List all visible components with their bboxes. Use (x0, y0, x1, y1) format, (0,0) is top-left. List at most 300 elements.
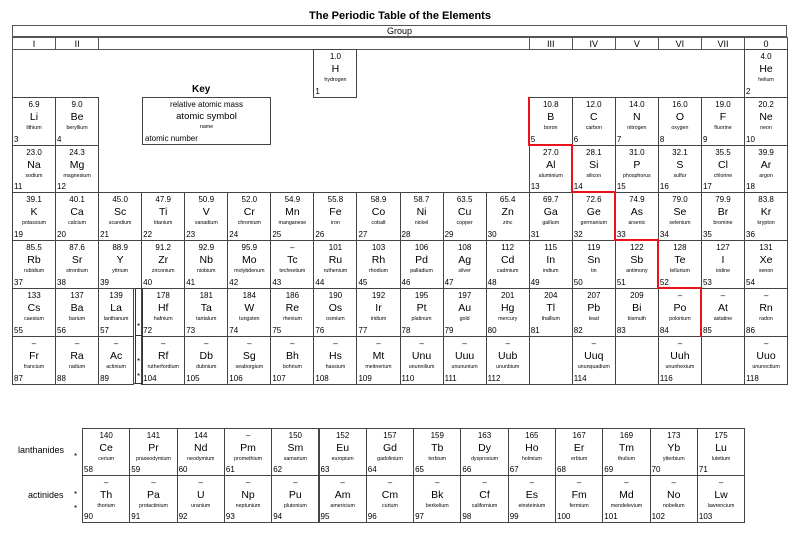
group-header: Group (12, 25, 787, 37)
element-cell (443, 336, 487, 385)
atomic-number: 114 (573, 373, 587, 383)
atomic-mass: 186 (285, 291, 300, 300)
atomic-symbol: Xe (759, 254, 773, 267)
atomic-symbol: As (630, 206, 643, 219)
atomic-number: 20 (57, 230, 66, 240)
atomic-mass: 72.6 (586, 195, 602, 205)
atomic-mass: – (160, 338, 166, 348)
element-name: bromine (713, 220, 733, 227)
atomic-symbol: Tl (546, 302, 556, 314)
atomic-symbol: Rh (371, 254, 386, 267)
element-cell (55, 145, 99, 194)
element-name: neodymium (187, 456, 215, 462)
atomic-number: 101 (604, 512, 618, 521)
element-name: lawrencium (707, 503, 735, 509)
element-name: gold (459, 316, 470, 322)
element-cell (572, 145, 616, 194)
atomic-mass: 92.9 (198, 243, 215, 253)
element-cell (744, 288, 788, 337)
element-name: dubnium (196, 363, 217, 370)
element-cell (650, 428, 698, 476)
element-name: manganese (278, 220, 307, 227)
atomic-number: 5 (530, 134, 536, 144)
atomic-number: 50 (573, 277, 583, 287)
atomic-symbol: Cr (243, 206, 255, 219)
atomic-mass: 23.0 (26, 147, 42, 157)
atomic-number: 21 (100, 230, 110, 240)
atomic-mass: 108 (457, 243, 472, 253)
element-name: hydrogen (324, 77, 347, 83)
element-cell (658, 192, 702, 241)
element-name: silicon (586, 172, 602, 179)
atomic-symbol: Es (525, 489, 538, 501)
element-cell (227, 192, 271, 241)
atomic-number: 71 (698, 465, 708, 474)
atomic-mass: – (387, 478, 393, 487)
atomic-symbol: Hs (329, 349, 342, 362)
atomic-mass: 163 (477, 431, 492, 440)
atomic-symbol: Sc (114, 206, 127, 219)
element-cell (443, 288, 487, 337)
atomic-mass: 103 (371, 243, 386, 253)
element-name: einsteinium (518, 503, 546, 509)
atomic-number: 10 (746, 134, 755, 144)
atomic-symbol: Kr (760, 206, 772, 219)
atomic-mass: – (113, 338, 119, 348)
atomic-mass: 16.0 (672, 99, 688, 109)
atomic-mass: 39.9 (758, 147, 774, 157)
atomic-symbol: Mg (69, 158, 85, 171)
element-cell (650, 475, 698, 523)
element-name: beryllium (66, 124, 88, 131)
atomic-mass: 95.9 (241, 243, 258, 253)
element-cell (615, 240, 659, 289)
atomic-mass: – (763, 338, 769, 348)
atomic-symbol: Al (546, 158, 556, 171)
atomic-symbol: C (589, 110, 598, 123)
atomic-symbol: Dy (478, 442, 491, 454)
atomic-mass: 139 (109, 291, 123, 300)
atomic-symbol: Rn (759, 302, 773, 314)
atomic-number: 63 (320, 465, 330, 474)
atomic-mass: – (74, 338, 80, 348)
divider-segment (657, 287, 702, 289)
atomic-number: 109 (358, 373, 372, 383)
atomic-symbol: Ti (159, 206, 168, 219)
atomic-number: 60 (178, 465, 188, 474)
atomic-symbol: Mt (372, 349, 385, 362)
element-name: molybdenum (234, 268, 265, 275)
element-name: hassium (325, 363, 346, 370)
atomic-symbol: Tb (431, 442, 444, 454)
atomic-mass: 39.1 (26, 195, 42, 205)
divider-segment (614, 239, 659, 241)
element-cell (12, 145, 56, 194)
atomic-symbol: Po (673, 302, 687, 314)
atomic-mass: 207 (587, 291, 601, 300)
element-name: ununbium (496, 363, 520, 370)
atomic-number: 100 (557, 512, 571, 521)
element-cell (555, 475, 603, 523)
atomic-symbol: At (718, 302, 728, 314)
atomic-mass: 40.1 (69, 195, 85, 205)
atomic-mass: – (198, 478, 203, 487)
atomic-number: 55 (14, 325, 23, 335)
atomic-number: 108 (315, 373, 329, 383)
atomic-number: 43 (272, 277, 282, 287)
key-mass: relative atomic mass (170, 100, 243, 109)
actinides-star-2: * (74, 504, 78, 513)
divider-segment (528, 97, 530, 146)
element-name: ruthenium (323, 268, 348, 275)
element-name: nobelium (662, 503, 685, 509)
atomic-mass: 87.6 (69, 243, 85, 253)
group-label: V (615, 37, 659, 50)
element-name: ununhexium (665, 363, 695, 370)
element-name: rhodium (368, 268, 389, 275)
atomic-mass: 101 (328, 243, 343, 253)
element-cell (658, 97, 702, 146)
element-name: titanium (153, 220, 173, 227)
element-cell (141, 288, 185, 337)
element-cell (701, 240, 745, 289)
element-cell (572, 240, 616, 289)
element-name: chlorine (713, 172, 733, 179)
atomic-symbol: Th (100, 489, 113, 501)
atomic-symbol: Zn (501, 206, 514, 219)
atomic-number: 96 (367, 512, 377, 521)
atomic-symbol: Uuo (756, 349, 776, 362)
key-symbol: atomic symbol (176, 111, 237, 122)
element-cell (701, 97, 745, 146)
element-cell (224, 428, 272, 476)
atomic-mass: 6.9 (28, 99, 40, 109)
atomic-mass: – (151, 478, 156, 487)
element-name: iron (331, 220, 340, 227)
atomic-symbol: Ag (458, 254, 472, 267)
atomic-symbol: Fr (29, 349, 39, 362)
element-cell (615, 145, 659, 194)
atomic-symbol: Hf (157, 302, 169, 314)
atomic-number: 6 (573, 134, 579, 144)
atomic-mass: 157 (383, 431, 397, 440)
atomic-number: 85 (702, 325, 712, 335)
atomic-number: 73 (186, 325, 196, 335)
atomic-symbol: Unu (411, 349, 432, 362)
atomic-mass: 131 (759, 243, 773, 253)
atomic-number: 116 (659, 373, 673, 383)
element-name: lead (588, 316, 599, 322)
element-name: technetium (279, 268, 306, 275)
divider-segment (571, 191, 616, 193)
element-cell (227, 288, 271, 337)
atomic-number: 105 (186, 373, 200, 383)
element-name: fermium (569, 503, 589, 509)
element-cell (460, 475, 508, 523)
element-name: neptunium (235, 503, 261, 509)
atomic-mass: 184 (242, 291, 256, 300)
atomic-mass: – (435, 478, 440, 487)
atomic-number: 2 (746, 86, 751, 96)
atomic-mass: 167 (572, 431, 586, 440)
element-name: polonium (669, 316, 691, 322)
atomic-mass: 27.0 (542, 147, 559, 157)
atomic-mass: 35.5 (715, 147, 731, 157)
atomic-mass: 133 (27, 291, 41, 300)
divider-segment (528, 144, 573, 146)
atomic-mass: 58.9 (370, 195, 387, 205)
element-cell (744, 49, 788, 98)
element-cell (508, 428, 556, 476)
atomic-number: 16 (659, 182, 669, 192)
atomic-number: 58 (84, 465, 93, 474)
element-name: cadmium (496, 268, 519, 275)
element-cell (486, 240, 530, 289)
element-cell (529, 192, 573, 241)
atomic-symbol: Pa (147, 489, 160, 501)
atomic-number: 26 (315, 230, 325, 240)
element-name: curium (381, 503, 398, 509)
atomic-number: 19 (14, 230, 23, 240)
element-name: tin (590, 268, 597, 275)
element-name: scandium (108, 220, 132, 227)
empty-cell (701, 336, 745, 385)
actinides-star-1: * (74, 490, 78, 499)
element-cell (658, 288, 702, 337)
element-name: terbium (428, 456, 447, 462)
atomic-symbol: Ru (328, 254, 343, 267)
element-name: iridium (370, 316, 387, 322)
atomic-mass: – (677, 338, 683, 348)
atomic-mass: 9.0 (71, 99, 83, 109)
atomic-symbol: Bi (632, 302, 642, 314)
atomic-symbol: P (633, 158, 641, 171)
element-cell (184, 288, 228, 337)
element-name: praseodymium (136, 456, 171, 462)
atomic-number: 106 (229, 373, 243, 383)
key-box (142, 97, 271, 145)
atomic-mass: 91.2 (155, 243, 171, 253)
element-cell (443, 192, 487, 241)
element-cell (224, 475, 272, 523)
atomic-symbol: Ar (760, 158, 772, 171)
element-name: europium (331, 456, 354, 462)
element-cell (486, 192, 530, 241)
element-cell (184, 240, 228, 289)
element-cell (98, 192, 142, 241)
element-name: boron (543, 124, 558, 131)
element-cell (313, 240, 357, 289)
element-cell (486, 288, 530, 337)
atomic-symbol: Cl (718, 158, 728, 171)
atomic-mass: 106 (414, 243, 429, 253)
element-name: francium (23, 363, 45, 370)
atomic-symbol: Cm (381, 489, 399, 501)
element-name: antimony (626, 268, 648, 275)
atomic-symbol: H (331, 63, 340, 75)
element-name: neon (760, 124, 772, 131)
atomic-symbol: Se (673, 206, 687, 219)
atomic-number: 94 (273, 512, 283, 521)
group-label: II (55, 37, 99, 50)
atomic-number: 88 (57, 373, 66, 383)
atomic-number: 22 (143, 230, 153, 240)
divider-segment (657, 240, 659, 289)
atomic-mass: – (591, 338, 597, 348)
atomic-mass: 88.9 (112, 243, 128, 253)
element-cell (82, 428, 130, 476)
element-cell (129, 475, 177, 523)
atomic-number: 1 (315, 86, 320, 96)
atomic-symbol: Sg (242, 349, 256, 362)
element-name: gallium (542, 220, 560, 227)
atomic-symbol: Hg (500, 302, 515, 314)
element-cell (460, 428, 508, 476)
element-name: sodium (25, 172, 43, 179)
element-cell (313, 192, 357, 241)
actinide-marker-1: * (137, 357, 141, 366)
atomic-mass: – (419, 338, 424, 348)
element-cell (400, 240, 444, 289)
element-cell (400, 288, 444, 337)
atomic-symbol: Li (29, 110, 39, 123)
atomic-mass: – (677, 291, 683, 300)
atomic-symbol: Si (589, 158, 599, 171)
atomic-number: 38 (57, 277, 66, 287)
atomic-number: 44 (315, 277, 325, 287)
atomic-symbol: Be (70, 110, 84, 123)
atomic-number: 46 (401, 277, 411, 287)
element-cell (701, 192, 745, 241)
element-name: plutonium (283, 503, 307, 509)
atomic-symbol: O (675, 110, 684, 123)
atomic-mass: – (718, 478, 724, 487)
atomic-symbol: Cd (500, 254, 515, 267)
element-cell (98, 336, 134, 385)
group-label: VII (701, 37, 745, 50)
atomic-number: 90 (84, 512, 93, 521)
atomic-number: 72 (143, 325, 153, 335)
element-name: zirconium (151, 268, 175, 275)
element-name: tungsten (239, 316, 260, 322)
atomic-symbol: Sn (587, 254, 601, 267)
atomic-mass: 119 (587, 243, 601, 253)
lanthanides-label: lanthanides (18, 445, 65, 455)
atomic-mass: – (290, 338, 295, 348)
atomic-number: 37 (14, 277, 23, 287)
atomic-mass: 83.8 (758, 195, 774, 205)
atomic-symbol: Pt (416, 302, 427, 314)
atomic-symbol: Sr (71, 254, 83, 267)
element-name: astatine (713, 316, 733, 322)
element-cell (413, 428, 461, 476)
element-cell (271, 475, 319, 523)
atomic-number: 57 (100, 325, 110, 335)
atomic-symbol: Bk (431, 489, 444, 501)
atomic-symbol: Cf (479, 489, 490, 501)
atomic-number: 65 (415, 465, 424, 474)
atomic-mass: 140 (99, 431, 113, 440)
element-name: actinium (106, 363, 126, 370)
empty-cell (615, 336, 659, 385)
group-label: I (12, 37, 56, 50)
atomic-number: 47 (444, 277, 454, 287)
atomic-number: 86 (746, 325, 755, 335)
atomic-mass: – (763, 291, 769, 300)
element-cell (141, 192, 185, 241)
element-cell (356, 288, 400, 337)
atomic-symbol: Bh (285, 349, 299, 362)
atomic-number: 18 (746, 182, 755, 192)
element-cell (486, 336, 530, 385)
actinide-marker-2: * (137, 372, 141, 381)
element-name: lutetium (711, 456, 731, 462)
atomic-number: 59 (131, 465, 141, 474)
atomic-number: 28 (401, 230, 411, 240)
atomic-mass: 31.0 (629, 147, 645, 157)
element-name: oxygen (671, 124, 689, 131)
element-name: mendelevium (610, 503, 643, 509)
element-cell (615, 97, 659, 146)
element-cell (744, 192, 788, 241)
key-name: name (199, 124, 214, 130)
atomic-symbol: Ga (543, 206, 558, 219)
atomic-symbol: Cu (457, 206, 472, 219)
element-name: americium (330, 503, 355, 509)
atomic-symbol: Eu (336, 442, 350, 454)
atomic-mass: 79.0 (672, 195, 688, 205)
element-cell (356, 192, 400, 241)
element-cell (55, 240, 99, 289)
atomic-number: 110 (401, 373, 415, 383)
atomic-symbol: Uub (498, 349, 518, 362)
element-name: protactinium (139, 503, 168, 509)
element-name: samarium (283, 456, 307, 462)
atomic-symbol: Pd (415, 254, 428, 267)
atomic-number: 99 (509, 512, 519, 521)
atomic-mass: – (624, 478, 629, 487)
atomic-symbol: Na (27, 158, 41, 171)
element-cell (177, 428, 225, 476)
element-cell (55, 192, 99, 241)
element-cell (177, 475, 225, 523)
element-name: uranium (191, 503, 211, 509)
atomic-symbol: Md (619, 489, 634, 501)
atomic-symbol: Ne (759, 110, 773, 123)
atomic-number: 49 (530, 277, 540, 287)
atomic-symbol: Lw (714, 489, 728, 501)
atomic-number: 89 (100, 373, 110, 383)
element-cell (701, 145, 745, 194)
group-label: 0 (744, 37, 788, 50)
element-cell (313, 49, 357, 98)
atomic-mass: 150 (288, 431, 303, 440)
atomic-mass: 175 (714, 431, 728, 440)
atomic-number: 8 (659, 134, 665, 144)
element-name: erbium (571, 456, 588, 462)
atomic-number: 66 (462, 465, 472, 474)
atomic-symbol: Mn (285, 206, 300, 219)
element-cell (98, 240, 142, 289)
atomic-number: 118 (746, 373, 759, 383)
atomic-number: 52 (659, 277, 669, 287)
atomic-mass: 20.2 (758, 99, 774, 109)
atomic-mass: 204 (544, 291, 558, 300)
atomic-mass: 58.7 (413, 195, 430, 205)
atomic-number: 41 (186, 277, 196, 287)
atomic-symbol: Db (199, 349, 213, 362)
atomic-mass: 24.3 (69, 147, 85, 157)
